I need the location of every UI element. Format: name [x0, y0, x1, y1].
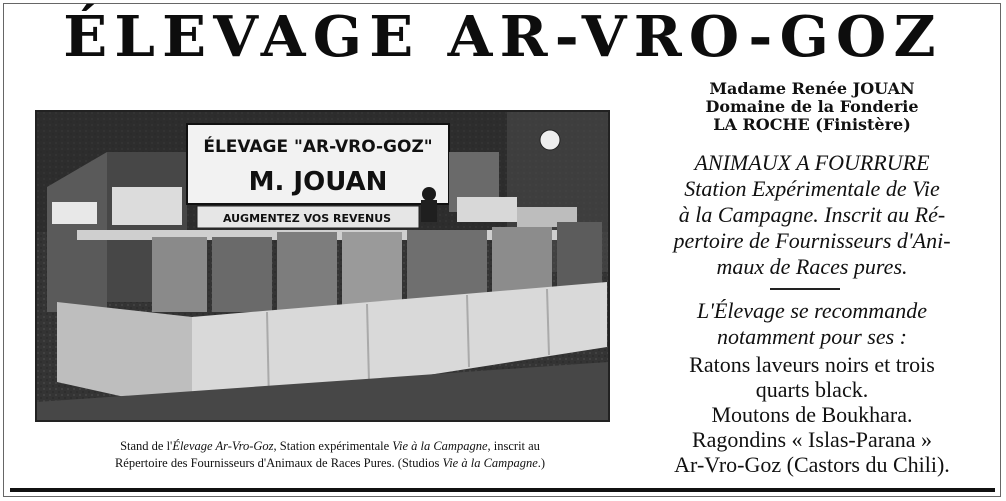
caption-text: , Station expérimentale [273, 439, 393, 453]
caption-text: , inscrit au [487, 439, 540, 453]
contact-block [642, 80, 982, 134]
caption-italic: Vie à la Campagne [442, 456, 538, 470]
description-line: pertoire de Fournisseurs d'Ani- [673, 228, 951, 253]
product-line: Ragondins « Islas-Parana » [691, 427, 933, 452]
banner-text-line2: M. JOUAN [248, 167, 388, 197]
caption-text: .) [537, 456, 546, 470]
description-line: ANIMAUX A FOURRURE [694, 150, 930, 175]
sub-banner-text: AUGMENTEZ VOS REVENUS [222, 212, 392, 225]
stand-photo-illustration [37, 112, 608, 420]
description-line: maux de Races pures. [716, 254, 908, 279]
product-line: Ar-Vro-Goz (Castors du Chili). [674, 452, 950, 477]
product-line: Moutons de Boukhara. [711, 402, 913, 427]
caption-italic: Vie à la Campagne [392, 439, 488, 453]
recommend-line: notamment pour ses : [716, 324, 908, 349]
banner-text-line1: ÉLEVAGE "AR-VRO-GOZ" [203, 137, 433, 157]
bottom-rule [10, 488, 995, 492]
headline: ÉLEVAGE AR-VRO-GOZ [63, 4, 943, 70]
products-block [642, 352, 982, 477]
stand-photo [35, 110, 610, 422]
contact-domain: Domaine de la Fonderie [705, 97, 919, 116]
description-block [642, 150, 982, 280]
product-line: quarts black. [755, 377, 869, 402]
recommend-line: L'Élevage se recommande [697, 298, 927, 323]
product-line: Ratons laveurs noirs et trois [689, 352, 935, 377]
description-line: Station Expérimentale de Vie [684, 176, 940, 201]
recommend-block [642, 298, 982, 350]
photo-caption [30, 438, 630, 472]
caption-text: Stand de l' [120, 439, 173, 453]
caption-text: Répertoire des Fournisseurs d'Animaux de Races Pures. (Studios [114, 456, 443, 470]
description-line: à la Campagne. Inscrit au Ré- [678, 202, 946, 227]
section-divider [770, 288, 840, 290]
contact-name: Madame Renée JOUAN [709, 79, 915, 98]
contact-location: LA ROCHE (Finistère) [713, 115, 911, 134]
caption-italic: Élevage Ar-Vro-Goz [172, 439, 274, 453]
